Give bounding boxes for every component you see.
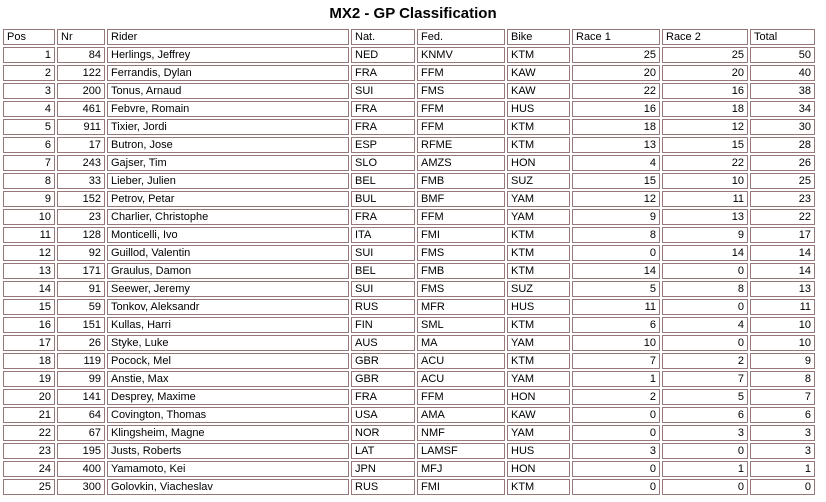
cell-nat: SUI — [351, 83, 415, 99]
cell-rider: Anstie, Max — [107, 371, 349, 387]
cell-pos: 3 — [3, 83, 55, 99]
cell-total: 28 — [750, 137, 815, 153]
cell-fed: FMB — [417, 263, 505, 279]
cell-fed: FFM — [417, 119, 505, 135]
cell-race2: 0 — [662, 479, 748, 495]
cell-race2: 5 — [662, 389, 748, 405]
cell-race1: 15 — [572, 173, 660, 189]
cell-pos: 24 — [3, 461, 55, 477]
cell-rider: Seewer, Jeremy — [107, 281, 349, 297]
cell-bike: KTM — [507, 47, 570, 63]
table-row — [3, 263, 815, 279]
column-header-nr: Nr — [57, 29, 105, 45]
table-row — [3, 461, 815, 477]
cell-nat: NOR — [351, 425, 415, 441]
cell-rider: Tonus, Arnaud — [107, 83, 349, 99]
cell-rider: Guillod, Valentin — [107, 245, 349, 261]
cell-rider: Petrov, Petar — [107, 191, 349, 207]
cell-bike: KTM — [507, 245, 570, 261]
cell-race2: 2 — [662, 353, 748, 369]
cell-race1: 25 — [572, 47, 660, 63]
cell-race1: 4 — [572, 155, 660, 171]
cell-nr: 195 — [57, 443, 105, 459]
cell-bike: KTM — [507, 263, 570, 279]
cell-nr: 243 — [57, 155, 105, 171]
cell-fed: FMS — [417, 245, 505, 261]
cell-nat: FIN — [351, 317, 415, 333]
cell-nat: USA — [351, 407, 415, 423]
table-row — [3, 245, 815, 261]
cell-nr: 59 — [57, 299, 105, 315]
cell-nat: BEL — [351, 173, 415, 189]
cell-pos: 19 — [3, 371, 55, 387]
cell-nat: FRA — [351, 65, 415, 81]
cell-fed: FMI — [417, 479, 505, 495]
cell-nr: 461 — [57, 101, 105, 117]
cell-race1: 11 — [572, 299, 660, 315]
cell-race1: 2 — [572, 389, 660, 405]
cell-fed: BMF — [417, 191, 505, 207]
cell-rider: Butron, Jose — [107, 137, 349, 153]
cell-pos: 20 — [3, 389, 55, 405]
cell-race2: 0 — [662, 263, 748, 279]
column-header-bike: Bike — [507, 29, 570, 45]
cell-nat: FRA — [351, 119, 415, 135]
cell-nat: JPN — [351, 461, 415, 477]
table-header-row — [3, 29, 815, 45]
cell-race1: 1 — [572, 371, 660, 387]
cell-bike: YAM — [507, 425, 570, 441]
cell-pos: 16 — [3, 317, 55, 333]
cell-pos: 8 — [3, 173, 55, 189]
cell-rider: Justs, Roberts — [107, 443, 349, 459]
cell-fed: FFM — [417, 101, 505, 117]
cell-pos: 4 — [3, 101, 55, 117]
cell-nat: GBR — [351, 353, 415, 369]
table-row — [3, 281, 815, 297]
cell-fed: LAMSF — [417, 443, 505, 459]
cell-pos: 13 — [3, 263, 55, 279]
cell-total: 23 — [750, 191, 815, 207]
cell-race2: 11 — [662, 191, 748, 207]
cell-rider: Pocock, Mel — [107, 353, 349, 369]
cell-total: 11 — [750, 299, 815, 315]
cell-nr: 171 — [57, 263, 105, 279]
cell-fed: FMS — [417, 83, 505, 99]
column-header-total: Total — [750, 29, 815, 45]
cell-bike: YAM — [507, 209, 570, 225]
cell-total: 13 — [750, 281, 815, 297]
cell-race1: 0 — [572, 407, 660, 423]
table-row — [3, 389, 815, 405]
cell-total: 9 — [750, 353, 815, 369]
cell-total: 1 — [750, 461, 815, 477]
cell-bike: HON — [507, 461, 570, 477]
cell-total: 17 — [750, 227, 815, 243]
cell-bike: HUS — [507, 299, 570, 315]
table-row — [3, 353, 815, 369]
cell-nat: FRA — [351, 209, 415, 225]
cell-fed: FFM — [417, 209, 505, 225]
cell-total: 34 — [750, 101, 815, 117]
cell-bike: HUS — [507, 101, 570, 117]
cell-race2: 12 — [662, 119, 748, 135]
cell-fed: MFJ — [417, 461, 505, 477]
cell-nr: 23 — [57, 209, 105, 225]
cell-bike: HON — [507, 389, 570, 405]
cell-race2: 7 — [662, 371, 748, 387]
cell-rider: Covington, Thomas — [107, 407, 349, 423]
cell-race2: 25 — [662, 47, 748, 63]
cell-nr: 92 — [57, 245, 105, 261]
cell-bike: HUS — [507, 443, 570, 459]
cell-race2: 0 — [662, 443, 748, 459]
cell-bike: SUZ — [507, 173, 570, 189]
cell-race2: 22 — [662, 155, 748, 171]
cell-total: 25 — [750, 173, 815, 189]
table-row — [3, 209, 815, 225]
cell-bike: YAM — [507, 191, 570, 207]
cell-bike: YAM — [507, 335, 570, 351]
cell-fed: KNMV — [417, 47, 505, 63]
cell-fed: MFR — [417, 299, 505, 315]
cell-rider: Lieber, Julien — [107, 173, 349, 189]
cell-rider: Tonkov, Aleksandr — [107, 299, 349, 315]
cell-total: 7 — [750, 389, 815, 405]
cell-rider: Desprey, Maxime — [107, 389, 349, 405]
cell-pos: 17 — [3, 335, 55, 351]
cell-race2: 9 — [662, 227, 748, 243]
cell-bike: KAW — [507, 65, 570, 81]
cell-race1: 6 — [572, 317, 660, 333]
table-row — [3, 137, 815, 153]
cell-nat: RUS — [351, 479, 415, 495]
cell-race2: 0 — [662, 335, 748, 351]
cell-nat: GBR — [351, 371, 415, 387]
cell-rider: Febvre, Romain — [107, 101, 349, 117]
table-row — [3, 371, 815, 387]
cell-nr: 64 — [57, 407, 105, 423]
cell-race2: 3 — [662, 425, 748, 441]
cell-nr: 119 — [57, 353, 105, 369]
column-header-rider: Rider — [107, 29, 349, 45]
cell-race2: 13 — [662, 209, 748, 225]
cell-nat: ESP — [351, 137, 415, 153]
table-row — [3, 83, 815, 99]
cell-total: 50 — [750, 47, 815, 63]
page-title: MX2 - GP Classification — [329, 5, 497, 22]
cell-nat: SLO — [351, 155, 415, 171]
cell-total: 0 — [750, 479, 815, 495]
cell-pos: 7 — [3, 155, 55, 171]
cell-bike: KTM — [507, 227, 570, 243]
cell-rider: Kullas, Harri — [107, 317, 349, 333]
column-header-race2: Race 2 — [662, 29, 748, 45]
cell-race1: 18 — [572, 119, 660, 135]
cell-nat: AUS — [351, 335, 415, 351]
cell-nr: 84 — [57, 47, 105, 63]
cell-fed: FMB — [417, 173, 505, 189]
cell-rider: Klingsheim, Magne — [107, 425, 349, 441]
cell-bike: KAW — [507, 83, 570, 99]
cell-total: 10 — [750, 317, 815, 333]
cell-nat: RUS — [351, 299, 415, 315]
cell-total: 3 — [750, 425, 815, 441]
cell-nr: 128 — [57, 227, 105, 243]
cell-rider: Gajser, Tim — [107, 155, 349, 171]
cell-pos: 25 — [3, 479, 55, 495]
cell-pos: 14 — [3, 281, 55, 297]
cell-nr: 33 — [57, 173, 105, 189]
cell-total: 14 — [750, 245, 815, 261]
table-row — [3, 191, 815, 207]
classification-table — [1, 27, 817, 497]
cell-fed: ACU — [417, 371, 505, 387]
cell-total: 8 — [750, 371, 815, 387]
cell-nr: 122 — [57, 65, 105, 81]
cell-nat: FRA — [351, 389, 415, 405]
cell-pos: 5 — [3, 119, 55, 135]
cell-rider: Tixier, Jordi — [107, 119, 349, 135]
cell-race2: 10 — [662, 173, 748, 189]
table-row — [3, 47, 815, 63]
cell-nr: 26 — [57, 335, 105, 351]
cell-race1: 9 — [572, 209, 660, 225]
table-row — [3, 101, 815, 117]
cell-nat: ITA — [351, 227, 415, 243]
cell-pos: 6 — [3, 137, 55, 153]
cell-race2: 6 — [662, 407, 748, 423]
table-row — [3, 479, 815, 495]
table-row — [3, 407, 815, 423]
cell-fed: SML — [417, 317, 505, 333]
cell-race1: 0 — [572, 461, 660, 477]
cell-race1: 12 — [572, 191, 660, 207]
cell-fed: ACU — [417, 353, 505, 369]
cell-nr: 911 — [57, 119, 105, 135]
cell-race1: 22 — [572, 83, 660, 99]
cell-nat: LAT — [351, 443, 415, 459]
cell-total: 38 — [750, 83, 815, 99]
cell-rider: Graulus, Damon — [107, 263, 349, 279]
cell-race2: 8 — [662, 281, 748, 297]
cell-pos: 1 — [3, 47, 55, 63]
table-row — [3, 425, 815, 441]
cell-pos: 21 — [3, 407, 55, 423]
cell-bike: KTM — [507, 317, 570, 333]
cell-rider: Yamamoto, Kei — [107, 461, 349, 477]
cell-race1: 3 — [572, 443, 660, 459]
cell-race1: 0 — [572, 479, 660, 495]
cell-race1: 5 — [572, 281, 660, 297]
cell-total: 3 — [750, 443, 815, 459]
cell-nr: 17 — [57, 137, 105, 153]
table-row — [3, 119, 815, 135]
cell-bike: KAW — [507, 407, 570, 423]
cell-pos: 18 — [3, 353, 55, 369]
cell-race2: 18 — [662, 101, 748, 117]
cell-total: 14 — [750, 263, 815, 279]
cell-nat: SUI — [351, 281, 415, 297]
cell-rider: Herlings, Jeffrey — [107, 47, 349, 63]
cell-nr: 300 — [57, 479, 105, 495]
cell-race2: 14 — [662, 245, 748, 261]
table-body — [3, 47, 815, 495]
cell-pos: 10 — [3, 209, 55, 225]
cell-pos: 22 — [3, 425, 55, 441]
table-row — [3, 317, 815, 333]
cell-race1: 0 — [572, 245, 660, 261]
cell-bike: KTM — [507, 119, 570, 135]
column-header-pos: Pos — [3, 29, 55, 45]
cell-nr: 151 — [57, 317, 105, 333]
cell-nat: BEL — [351, 263, 415, 279]
cell-bike: YAM — [507, 371, 570, 387]
cell-race1: 20 — [572, 65, 660, 81]
cell-rider: Ferrandis, Dylan — [107, 65, 349, 81]
cell-nat: SUI — [351, 245, 415, 261]
cell-pos: 12 — [3, 245, 55, 261]
cell-fed: FFM — [417, 65, 505, 81]
table-row — [3, 335, 815, 351]
cell-pos: 2 — [3, 65, 55, 81]
cell-pos: 23 — [3, 443, 55, 459]
cell-race2: 15 — [662, 137, 748, 153]
cell-nat: FRA — [351, 101, 415, 117]
cell-race2: 1 — [662, 461, 748, 477]
table-row — [3, 299, 815, 315]
cell-fed: AMA — [417, 407, 505, 423]
cell-bike: KTM — [507, 353, 570, 369]
table-row — [3, 443, 815, 459]
cell-race1: 7 — [572, 353, 660, 369]
cell-total: 40 — [750, 65, 815, 81]
cell-rider: Styke, Luke — [107, 335, 349, 351]
cell-fed: RFME — [417, 137, 505, 153]
cell-nr: 91 — [57, 281, 105, 297]
cell-rider: Charlier, Christophe — [107, 209, 349, 225]
cell-bike: SUZ — [507, 281, 570, 297]
cell-fed: AMZS — [417, 155, 505, 171]
cell-rider: Golovkin, Viacheslav — [107, 479, 349, 495]
cell-total: 6 — [750, 407, 815, 423]
cell-pos: 15 — [3, 299, 55, 315]
cell-pos: 11 — [3, 227, 55, 243]
cell-bike: HON — [507, 155, 570, 171]
table-row — [3, 155, 815, 171]
cell-race1: 16 — [572, 101, 660, 117]
cell-nr: 152 — [57, 191, 105, 207]
cell-race1: 13 — [572, 137, 660, 153]
cell-nat: BUL — [351, 191, 415, 207]
cell-fed: FFM — [417, 389, 505, 405]
cell-race1: 8 — [572, 227, 660, 243]
cell-total: 30 — [750, 119, 815, 135]
cell-fed: FMS — [417, 281, 505, 297]
cell-nr: 141 — [57, 389, 105, 405]
cell-nr: 67 — [57, 425, 105, 441]
cell-race2: 0 — [662, 299, 748, 315]
cell-nr: 400 — [57, 461, 105, 477]
cell-race2: 4 — [662, 317, 748, 333]
cell-fed: MA — [417, 335, 505, 351]
cell-race2: 16 — [662, 83, 748, 99]
column-header-race1: Race 1 — [572, 29, 660, 45]
cell-race1: 10 — [572, 335, 660, 351]
cell-bike: KTM — [507, 479, 570, 495]
cell-fed: NMF — [417, 425, 505, 441]
table-row — [3, 65, 815, 81]
cell-total: 10 — [750, 335, 815, 351]
cell-nat: NED — [351, 47, 415, 63]
column-header-nat: Nat. — [351, 29, 415, 45]
table-row — [3, 173, 815, 189]
cell-fed: FMI — [417, 227, 505, 243]
cell-race1: 0 — [572, 425, 660, 441]
cell-pos: 9 — [3, 191, 55, 207]
column-header-fed: Fed. — [417, 29, 505, 45]
cell-rider: Monticelli, Ivo — [107, 227, 349, 243]
cell-race2: 20 — [662, 65, 748, 81]
cell-nr: 99 — [57, 371, 105, 387]
cell-bike: KTM — [507, 137, 570, 153]
cell-nr: 200 — [57, 83, 105, 99]
table-row — [3, 227, 815, 243]
cell-race1: 14 — [572, 263, 660, 279]
cell-total: 26 — [750, 155, 815, 171]
cell-total: 22 — [750, 209, 815, 225]
